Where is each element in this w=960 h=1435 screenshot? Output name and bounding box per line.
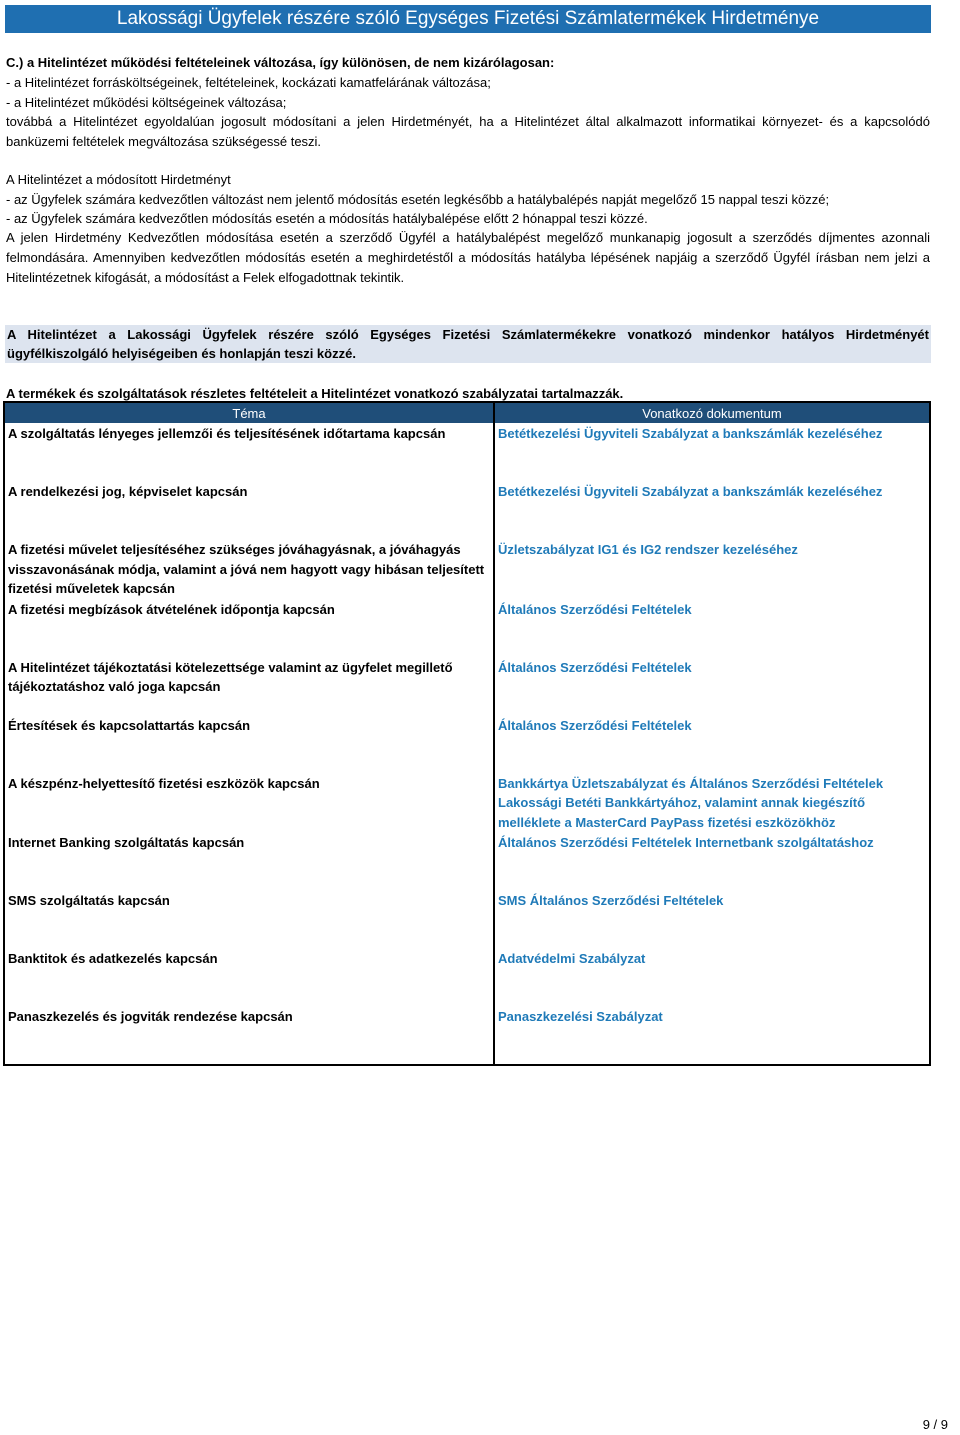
publication-line-2: - az Ügyfelek számára kedvezőtlen módosítás esetén a módosítás hatálybalépése előtt 2 hónappal teszi közzé. [6,211,648,226]
table-row [4,890,930,948]
section-c-line-1: - a Hitelintézet forrásköltségeinek, feltételeinek, kockázati kamatfelárának változása; [6,75,491,90]
table-row [4,1006,930,1065]
table-row [4,832,930,890]
table-header-row [4,402,930,423]
topic-cell: A rendelkezési jog, képviselet kapcsán [4,481,494,539]
highlight-box [5,325,931,363]
table-row [4,481,930,539]
document-link[interactable]: Üzletszabályzat IG1 és IG2 rendszer kezeléséhez [494,539,930,599]
document-link[interactable]: Adatvédelmi Szabályzat [494,948,930,1006]
topic-cell: SMS szolgáltatás kapcsán [4,890,494,948]
document-link[interactable]: Betétkezelési Ügyviteli Szabályzat a bankszámlák kezeléséhez [494,481,930,539]
table-row [4,715,930,773]
topic-cell: Internet Banking szolgáltatás kapcsán [4,832,494,890]
document-link[interactable]: Bankkártya Üzletszabályzat és Általános Szerződési Feltételek Lakossági Betéti Bankkártyához, valamint annak kiegészítő melléklete a MasterCard PayPass fizetési eszközökhöz [494,773,930,833]
table-row [4,423,930,481]
topic-cell: A fizetési művelet teljesítéséhez szükséges jóváhagyásnak, a jóváhagyás visszavonásának módja, valamint a jóvá nem hagyott vagy hibásan teljesített fizetési műveletek kapcsán [4,539,494,599]
topic-cell: A fizetési megbízások átvételének időpontja kapcsán [4,599,494,657]
topic-cell: A Hitelintézet tájékoztatási kötelezettsége valamint az ügyfelet megillető tájékoztatáshoz való joga kapcsán [4,657,494,715]
header-topic: Téma [4,402,494,423]
section-c-paragraph: továbbá a Hitelintézet egyoldalúan jogosult módosítani a jelen Hirdetményét, ha a Hitelintézet által alkalmazott informatikai környezet- és a kapcsolódó banküzemi feltételek megváltozása szükségessé teszi. [6,114,930,149]
document-link[interactable]: SMS Általános Szerződési Feltételek [494,890,930,948]
section-c-heading: C.) a Hitelintézet működési feltételeinek változása, így különösen, de nem kizárólagosan: [6,55,555,70]
table-row [4,599,930,657]
document-link[interactable]: Panaszkezelési Szabályzat [494,1006,930,1065]
section-c-line-2: - a Hitelintézet működési költségeinek változása; [6,95,287,110]
table-row [4,948,930,1006]
publication-line-1: - az Ügyfelek számára kedvezőtlen változást nem jelentő módosítás esetén legkésőbb a hatálybalépés napját megelőző 15 nappal teszi közzé; [6,192,830,207]
table-row [4,773,930,833]
page-title: Lakossági Ügyfelek részére szóló Egységes Fizetési Számlatermékek Hirdetménye [5,5,931,33]
document-link[interactable]: Általános Szerződési Feltételek [494,657,930,715]
topic-cell: Értesítések és kapcsolattartás kapcsán [4,715,494,773]
publication-paragraph: A jelen Hirdetmény Kedvezőtlen módosítása esetén a szerződő Ügyfél a hatálybalépést megelőző munkanapig jogosult a szerződés díjmentes azonnali felmondására. Amennyiben kedvezőtlen módosítás esetén a meghirdetéstől a módosítás hatályba lépésének napjáig a szerződő Ügyfél írásban nem jelzi a Hitelintézetnek kifogását, a módosítást a Felek elfogadottnak tekintik. [6,230,930,285]
documents-table [3,401,931,1066]
document-link[interactable]: Betétkezelési Ügyviteli Szabályzat a bankszámlák kezeléséhez [494,423,930,481]
highlight-text: A Hitelintézet a Lakossági Ügyfelek részére szóló Egységes Fizetési Számlatermékekre vonatkozó mindenkor hatályos Hirdetményét ügyfélkiszolgáló helyiségeiben és honlapján teszi közzé. [7,327,929,361]
table-intro: A termékek és szolgáltatások részletes feltételeit a Hitelintézet vonatkozó szabályzatai tartalmazzák. [6,386,624,401]
document-link[interactable]: Általános Szerződési Feltételek [494,599,930,657]
topic-cell: Banktitok és adatkezelés kapcsán [4,948,494,1006]
page-number: 9 / 9 [922,1417,948,1432]
topic-cell: A szolgáltatás lényeges jellemzői és teljesítésének időtartama kapcsán [4,423,494,481]
document-link[interactable]: Általános Szerződési Feltételek [494,715,930,773]
header-document: Vonatkozó dokumentum [494,402,930,423]
publication-intro: A Hitelintézet a módosított Hirdetményt [6,172,231,187]
table-row [4,539,930,599]
topic-cell: A készpénz-helyettesítő fizetési eszközök kapcsán [4,773,494,833]
table-row [4,657,930,715]
document-link[interactable]: Általános Szerződési Feltételek Internetbank szolgáltatáshoz [494,832,930,890]
topic-cell: Panaszkezelés és jogviták rendezése kapcsán [4,1006,494,1065]
